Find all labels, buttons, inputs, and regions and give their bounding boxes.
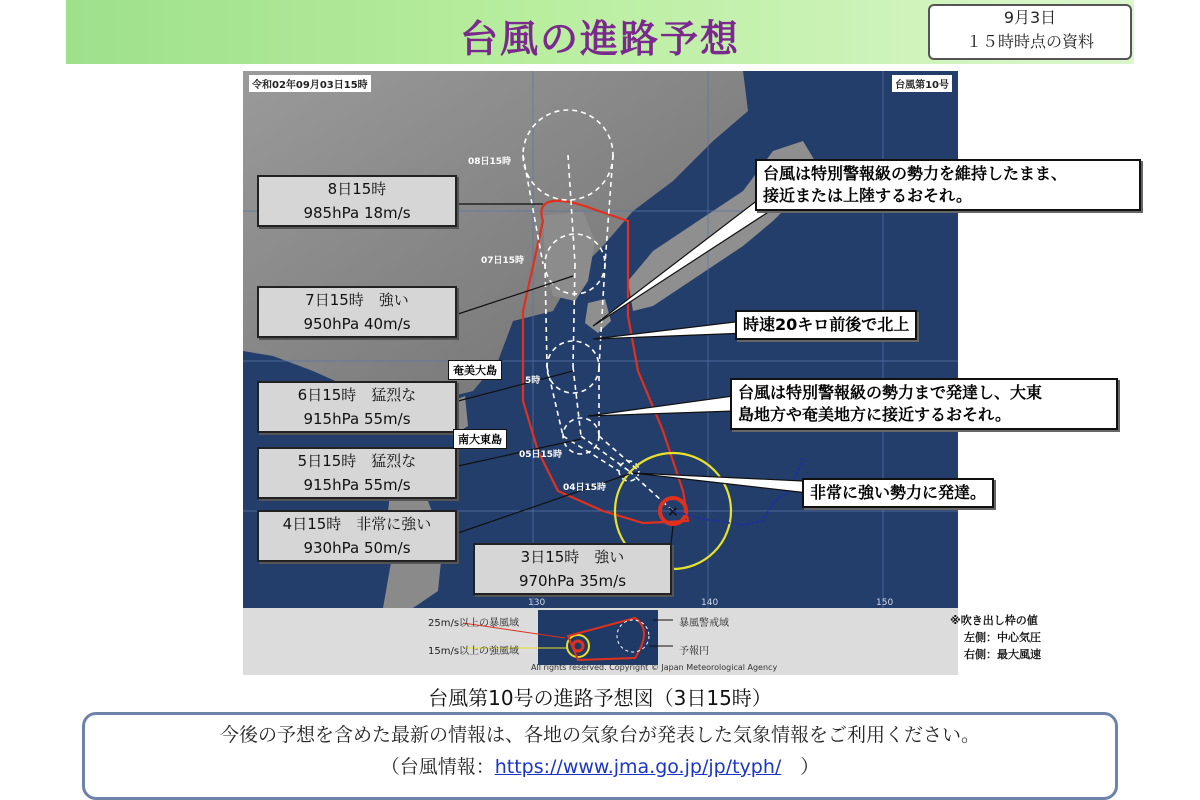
forecast-callout-4th (257, 510, 457, 562)
forecast-8th-time: 8日15時 (327, 180, 387, 198)
note-line3: 右側：最大風速 (964, 648, 1041, 661)
date-box-time: １５時時点の資料 (965, 32, 1094, 51)
korea-peninsula (543, 211, 595, 301)
info-line2 (85, 751, 1115, 783)
forecast-callout-3rd (473, 543, 672, 595)
legend-storm-area: 25m/s以上の暴風域 (428, 618, 520, 629)
track-label-6th: 5時 (525, 376, 541, 386)
forecast-7th-values: 950hPa 40m/s (303, 315, 411, 333)
forecast-callout-7th (257, 286, 457, 338)
info-suffix: ） (781, 756, 820, 778)
legend-warning-area: 暴風警戒域 (679, 618, 729, 629)
info-line1: 今後の予想を含めた最新の情報は、各地の気象台が発表した気象情報をご利用ください。 (219, 724, 980, 746)
map-legend (243, 608, 958, 675)
bubble-intensify: 非常に強い勢力に発達。 (802, 478, 994, 508)
forecast-6th-values: 915hPa 55m/s (303, 410, 411, 428)
forecast-callout-6th (257, 381, 457, 433)
typhoon-center-icon: × (667, 504, 679, 520)
lon-label-140: 140 (701, 598, 719, 608)
typhoon-info-link[interactable]: https://www.jma.go.jp/jp/typh/ (494, 756, 782, 778)
asia-landmass (243, 71, 748, 401)
map-timestamp: 令和02年09月03日15時 (249, 75, 371, 92)
copyright-text: All rights reserved. Copyright © Japan Meteorological Agency (531, 663, 778, 672)
info-box (82, 712, 1118, 800)
forecast-3rd-time: 3日15時 強い (520, 548, 625, 566)
note-line1: ※吹き出し枠の値 (950, 614, 1038, 627)
legend-strong-wind: 15m/s以上の強風域 (428, 646, 520, 657)
lon-label-150: 150 (876, 598, 894, 608)
note-line2: 左側：中心気圧 (964, 631, 1041, 644)
bubble-speed: 時速20キロ前後で北上 (735, 310, 917, 340)
forecast-3rd-values: 970hPa 35m/s (518, 572, 627, 590)
forecast-callout-8th (257, 175, 457, 227)
forecast-5th-values: 915hPa 55m/s (303, 476, 411, 494)
forecast-6th-time: 6日15時 猛烈な (297, 386, 417, 404)
typhoon-number-stamp: 台風第10号 (892, 75, 952, 92)
legend-forecast-circle: 予報円 (679, 646, 709, 657)
forecast-8th-values: 985hPa 18m/s (303, 204, 411, 222)
forecast-7th-time: 7日15時 強い (305, 291, 409, 309)
label-minami-daito: 南大東島 (453, 429, 507, 449)
info-prefix: （台風情報： (380, 756, 495, 778)
track-label-4th: 04日15時 (563, 483, 607, 493)
date-box (928, 4, 1132, 60)
forecast-callout-5th (257, 447, 457, 499)
track-label-7th: 07日15時 (481, 256, 525, 266)
label-amami-oshima: 奄美大島 (448, 360, 502, 380)
page-title: 台風の進路予想 (459, 17, 740, 61)
bubble-landfall-line1: 台風は特別警報級の勢力を維持したまま、 (763, 164, 1068, 183)
bubble-daito-line1: 台風は特別警報級の勢力まで発達し、大東 (738, 383, 1043, 402)
bubble-daito-amami-warning (730, 378, 1118, 430)
forecast-4th-values: 930hPa 50m/s (303, 539, 411, 557)
date-box-date: 9月3日 (1003, 8, 1057, 27)
forecast-5th-time: 5日15時 猛烈な (297, 452, 417, 470)
track-label-8th: 08日15時 (468, 157, 512, 167)
track-label-5th: 05日15時 (519, 450, 563, 460)
forecast-4th-time: 4日15時 非常に強い (282, 515, 432, 533)
bubble-daito-line2: 島地方や奄美地方に接近するおそれ。 (738, 405, 1011, 424)
bubble-landfall-warning (755, 159, 1141, 211)
figure-caption: 台風第10号の進路予想図（3日15時） (428, 686, 772, 710)
callout-note (950, 612, 1041, 663)
bubble-landfall-line2: 接近または上陸するおそれ。 (763, 186, 972, 205)
lon-label-130: 130 (528, 598, 546, 608)
